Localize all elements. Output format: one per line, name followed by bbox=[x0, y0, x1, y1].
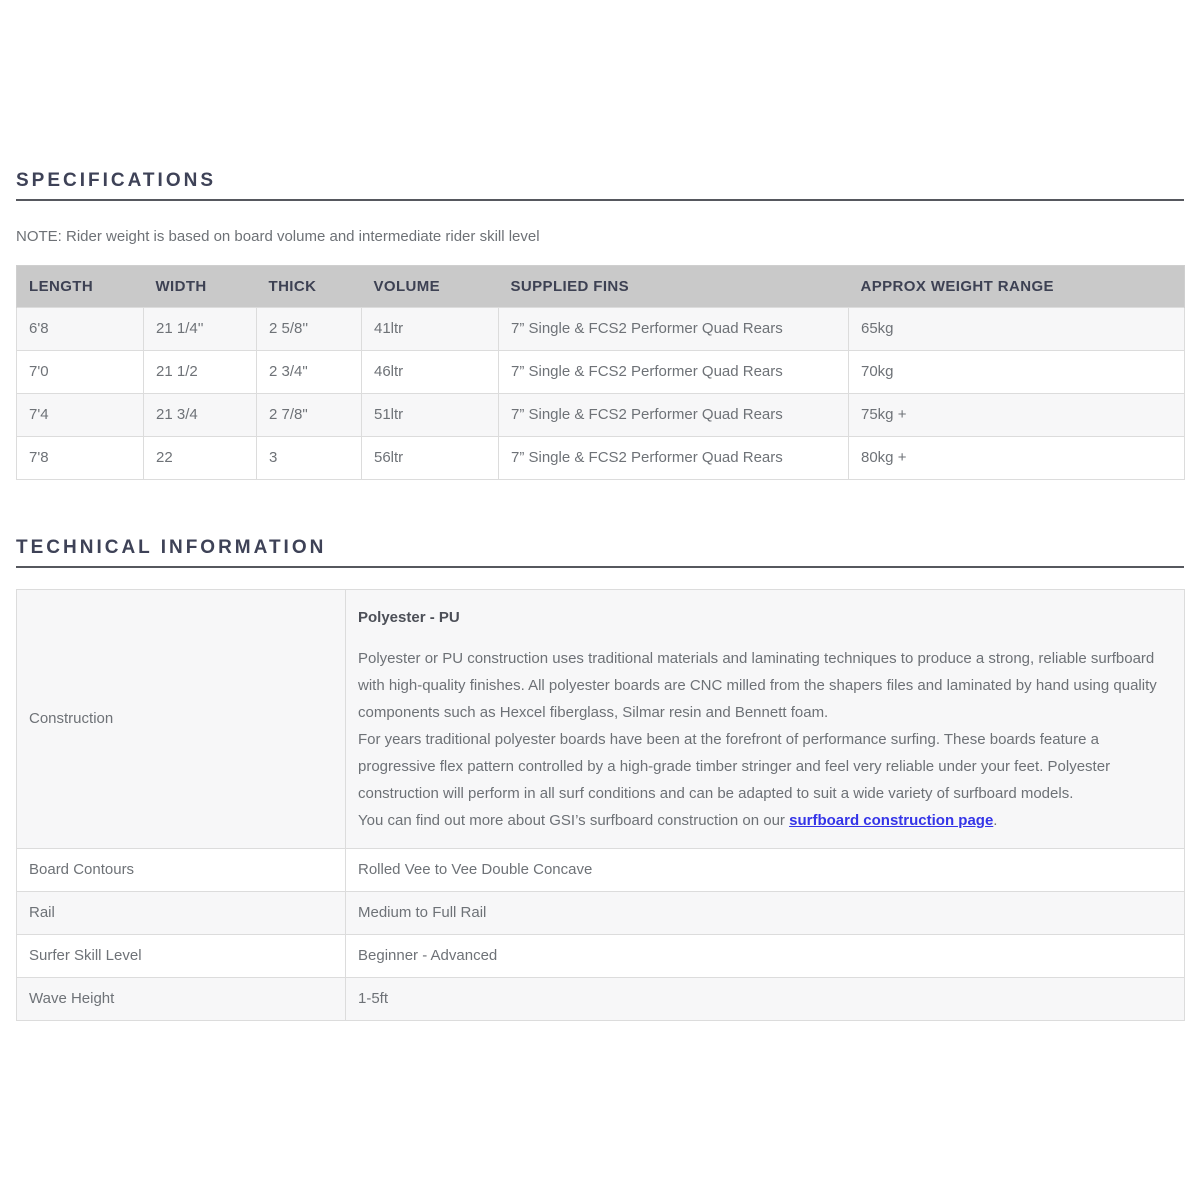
table-row bbox=[17, 978, 1185, 1021]
construction-link-prefix: You can find out more about GSI’s surfboard construction on our bbox=[358, 812, 790, 829]
table-row bbox=[17, 849, 1185, 892]
supplied-fins-cell: 7” Single & FCS2 Performer Quad Rears bbox=[499, 437, 849, 480]
length-cell: 6'8 bbox=[17, 308, 144, 351]
rail-label: Rail bbox=[17, 892, 346, 935]
width-cell: 21 1/4'' bbox=[144, 308, 257, 351]
table-row bbox=[17, 351, 1185, 394]
supplied-fins-cell: 7” Single & FCS2 Performer Quad Rears bbox=[499, 308, 849, 351]
length-cell: 7'8 bbox=[17, 437, 144, 480]
table-row bbox=[17, 437, 1185, 480]
technical-information-heading: TECHNICAL INFORMATION bbox=[16, 537, 1184, 568]
spec-header-row bbox=[17, 266, 1185, 308]
rider-weight-note: NOTE: Rider weight is based on board volume and intermediate rider skill level bbox=[16, 228, 540, 245]
thick-cell: 2 5/8'' bbox=[257, 308, 362, 351]
construction-paragraph-1: Polyester or PU construction uses traditional materials and laminating techniques to produce a strong, reliable surfboard with high-quality finishes. All polyester boards are CNC milled from the shapers files and laminated by hand using quality components such as Hexcel fiberglass, Silmar resin and Bennett foam. bbox=[358, 650, 1157, 721]
wave-height-value: 1-5ft bbox=[346, 978, 1185, 1021]
width-cell: 21 1/2 bbox=[144, 351, 257, 394]
construction-type-title: Polyester - PU bbox=[358, 609, 460, 626]
construction-paragraph-2: For years traditional polyester boards have been at the forefront of performance surfing. These boards feature a progressive flex pattern controlled by a high-grade timber stringer and feel very reliable under your feet. Polyester construction will perform in all surf conditions and can be adapted to suit a wide variety of surfboard models. bbox=[358, 731, 1111, 802]
construction-label: Construction bbox=[17, 590, 346, 849]
col-header-thick: THICK bbox=[257, 266, 362, 308]
specifications-heading: SPECIFICATIONS bbox=[16, 170, 1184, 201]
volume-cell: 46ltr bbox=[362, 351, 499, 394]
table-row bbox=[17, 394, 1185, 437]
table-row bbox=[17, 590, 1185, 849]
col-header-length: LENGTH bbox=[17, 266, 144, 308]
thick-cell: 3 bbox=[257, 437, 362, 480]
rail-value: Medium to Full Rail bbox=[346, 892, 1185, 935]
supplied-fins-cell: 7” Single & FCS2 Performer Quad Rears bbox=[499, 351, 849, 394]
table-row bbox=[17, 935, 1185, 978]
weight-range-cell: 80kg + bbox=[849, 437, 1185, 480]
weight-range-cell: 65kg bbox=[849, 308, 1185, 351]
length-cell: 7'0 bbox=[17, 351, 144, 394]
technical-information-table bbox=[16, 589, 1185, 1021]
volume-cell: 56ltr bbox=[362, 437, 499, 480]
surfer-skill-level-value: Beginner - Advanced bbox=[346, 935, 1185, 978]
construction-description bbox=[358, 645, 1172, 834]
thick-cell: 2 7/8" bbox=[257, 394, 362, 437]
surfer-skill-level-label: Surfer Skill Level bbox=[17, 935, 346, 978]
surfboard-construction-page-link[interactable]: surfboard construction page bbox=[789, 812, 994, 829]
board-contours-label: Board Contours bbox=[17, 849, 346, 892]
construction-value bbox=[346, 590, 1185, 849]
specifications-table bbox=[16, 265, 1185, 480]
board-contours-value: Rolled Vee to Vee Double Concave bbox=[346, 849, 1185, 892]
thick-cell: 2 3/4" bbox=[257, 351, 362, 394]
col-header-volume: VOLUME bbox=[362, 266, 499, 308]
col-header-approx-weight-range: APPROX WEIGHT RANGE bbox=[849, 266, 1185, 308]
weight-range-cell: 75kg + bbox=[849, 394, 1185, 437]
wave-height-label: Wave Height bbox=[17, 978, 346, 1021]
col-header-width: WIDTH bbox=[144, 266, 257, 308]
table-row bbox=[17, 308, 1185, 351]
width-cell: 21 3/4 bbox=[144, 394, 257, 437]
table-row bbox=[17, 892, 1185, 935]
length-cell: 7'4 bbox=[17, 394, 144, 437]
weight-range-cell: 70kg bbox=[849, 351, 1185, 394]
supplied-fins-cell: 7” Single & FCS2 Performer Quad Rears bbox=[499, 394, 849, 437]
volume-cell: 51ltr bbox=[362, 394, 499, 437]
volume-cell: 41ltr bbox=[362, 308, 499, 351]
col-header-supplied-fins: SUPPLIED FINS bbox=[499, 266, 849, 308]
width-cell: 22 bbox=[144, 437, 257, 480]
construction-link-suffix: . bbox=[993, 812, 998, 829]
